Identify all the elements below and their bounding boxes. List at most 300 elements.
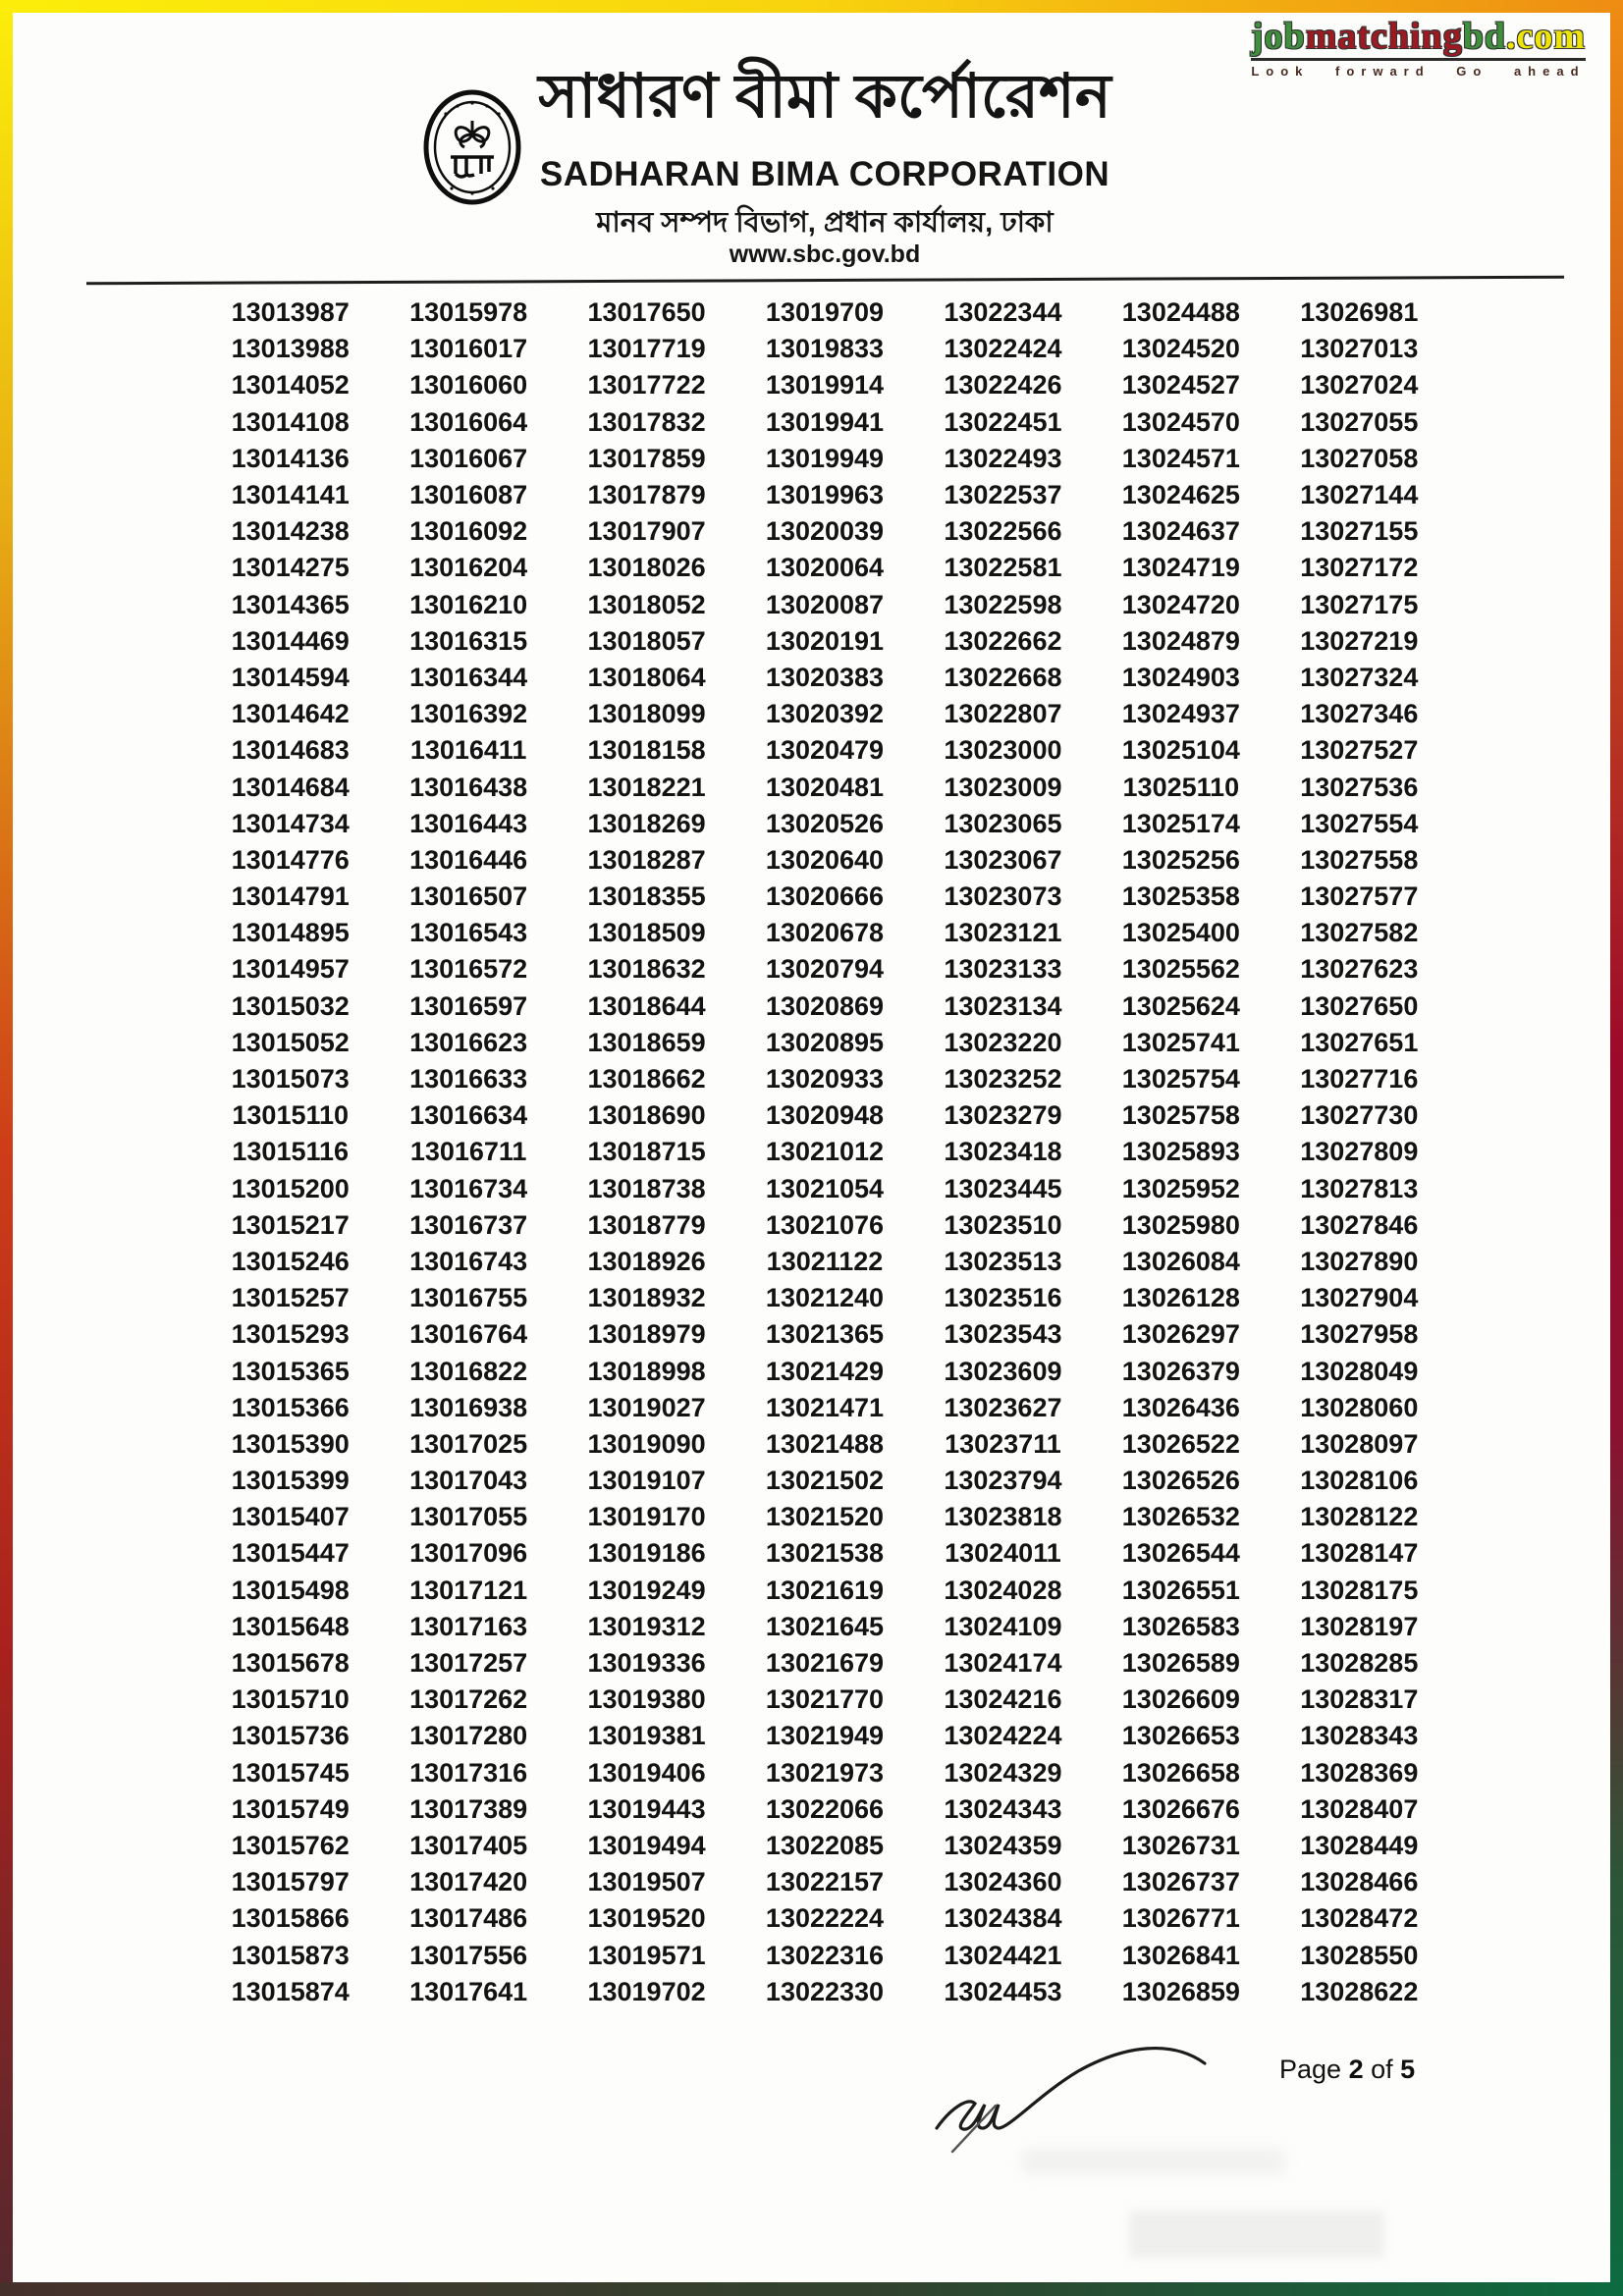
roll-number: 13015749 (231, 1793, 350, 1824)
roll-number: 13023073 (944, 881, 1062, 912)
roll-number: 13015366 (231, 1392, 350, 1422)
roll-number: 13015257 (231, 1283, 350, 1313)
roll-number: 13015762 (231, 1830, 350, 1860)
roll-number: 13015678 (231, 1648, 350, 1679)
roll-number: 13020392 (765, 699, 885, 729)
roll-number: 13024360 (944, 1867, 1062, 1897)
roll-number: 13022157 (765, 1867, 885, 1897)
roll-number: 13021488 (765, 1428, 885, 1459)
roll-number: 13017257 (409, 1648, 528, 1679)
roll-number: 13023609 (944, 1356, 1062, 1386)
roll-number: 13027558 (1300, 844, 1419, 875)
page-number-label (1279, 2055, 1415, 2085)
roll-number: 13027890 (1300, 1246, 1419, 1276)
roll-number: 13026981 (1300, 297, 1419, 328)
roll-number: 13020087 (765, 589, 885, 619)
roll-number: 13015874 (231, 1976, 350, 2006)
roll-number: 13017280 (409, 1721, 528, 1751)
roll-number: 13027554 (1300, 808, 1419, 838)
roll-number: 13022581 (944, 553, 1062, 583)
roll-number: 13022344 (944, 297, 1062, 328)
roll-number: 13017907 (587, 516, 706, 547)
roll-number: 13015390 (231, 1428, 350, 1459)
roll-number: 13027346 (1300, 699, 1419, 729)
site-watermark-wordmark (1251, 18, 1586, 61)
roll-number: 13018659 (587, 1027, 706, 1057)
roll-number: 13015246 (231, 1246, 350, 1276)
roll-number: 13023065 (944, 808, 1062, 838)
roll-number: 13024637 (1121, 516, 1240, 547)
roll-number: 13024903 (1121, 662, 1240, 692)
roll-number: 13026859 (1121, 1976, 1240, 2006)
roll-number: 13016633 (409, 1064, 528, 1095)
roll-number: 13026084 (1121, 1246, 1240, 1276)
roll-number: 13019090 (587, 1428, 706, 1459)
roll-number: 13019507 (587, 1867, 706, 1897)
roll-number: 13027730 (1300, 1100, 1419, 1131)
roll-number: 13024453 (944, 1976, 1062, 2006)
roll-number: 13016755 (409, 1283, 528, 1313)
roll-number: 13015073 (231, 1064, 350, 1095)
roll-number: 13019186 (587, 1538, 706, 1569)
roll-number: 13017096 (409, 1538, 528, 1569)
roll-number: 13018715 (587, 1137, 706, 1167)
roll-number: 13026128 (1121, 1283, 1240, 1313)
roll-number: 13028049 (1300, 1356, 1419, 1386)
roll-number: 13015052 (231, 1027, 350, 1057)
roll-number: 13025256 (1121, 844, 1240, 875)
frame-border-right (1610, 0, 1623, 2296)
roll-number: 13025110 (1122, 772, 1240, 802)
roll-number: 13019443 (587, 1793, 706, 1824)
roll-number: 13020191 (765, 625, 885, 656)
roll-number: 13024421 (944, 1940, 1062, 1970)
roll-number: 13020666 (765, 881, 885, 912)
roll-number: 13018932 (587, 1283, 706, 1313)
site-watermark (1251, 18, 1586, 79)
roll-number: 13026522 (1121, 1428, 1240, 1459)
roll-number: 13024520 (1121, 334, 1240, 364)
roll-number: 13022424 (944, 334, 1062, 364)
roll-number: 13027650 (1300, 990, 1419, 1021)
roll-number: 13019312 (587, 1611, 706, 1641)
roll-number: 13014275 (231, 553, 350, 583)
roll-number: 13022662 (944, 625, 1062, 656)
roll-number: 13027536 (1300, 772, 1419, 802)
roll-number: 13021240 (765, 1283, 885, 1313)
roll-number: 13022807 (944, 699, 1062, 729)
roll-number: 13021619 (765, 1575, 885, 1605)
site-watermark-segment: .com (1505, 16, 1586, 57)
roll-number: 13020383 (765, 662, 885, 692)
roll-number: 13016507 (409, 881, 528, 912)
roll-number: 13015447 (231, 1538, 350, 1569)
roll-number: 13018979 (587, 1319, 706, 1350)
roll-number: 13026841 (1121, 1940, 1240, 1970)
roll-number: 13015648 (231, 1611, 350, 1641)
roll-number: 13028106 (1300, 1466, 1419, 1496)
roll-number: 13026737 (1121, 1867, 1240, 1897)
roll-number: 13017486 (409, 1903, 528, 1934)
roll-number: 13019833 (765, 334, 885, 364)
roll-number-table (201, 294, 1448, 2010)
roll-number: 13018052 (587, 589, 706, 619)
roll-number: 13022451 (944, 406, 1062, 437)
roll-number: 13020479 (765, 735, 885, 766)
roll-number: 13016344 (409, 662, 528, 692)
roll-number: 13024224 (944, 1721, 1062, 1751)
roll-number: 13026771 (1121, 1903, 1240, 1934)
roll-number: 13016743 (409, 1246, 528, 1276)
roll-number: 13019709 (765, 297, 885, 328)
roll-number: 13024174 (944, 1648, 1062, 1679)
roll-number: 13016438 (409, 772, 528, 802)
roll-number: 13017121 (409, 1575, 528, 1605)
roll-number: 13020481 (765, 772, 885, 802)
roll-number: 13019406 (587, 1757, 706, 1788)
roll-number: 13019494 (587, 1830, 706, 1860)
roll-number: 13016711 (409, 1137, 527, 1167)
roll-number: 13019914 (765, 370, 885, 400)
roll-number: 13023794 (944, 1466, 1062, 1496)
roll-number: 13017556 (409, 1940, 528, 1970)
roll-number: 13026544 (1121, 1538, 1240, 1569)
roll-number: 13015866 (231, 1903, 350, 1934)
roll-number: 13025562 (1121, 954, 1240, 985)
roll-number: 13015498 (231, 1575, 350, 1605)
roll-number: 13014469 (231, 625, 350, 656)
roll-number: 13026526 (1121, 1466, 1240, 1496)
roll-number: 13015736 (231, 1721, 350, 1751)
roll-number: 13024329 (944, 1757, 1062, 1788)
roll-number: 13027716 (1300, 1064, 1419, 1095)
roll-number: 13028175 (1300, 1575, 1419, 1605)
roll-number: 13021429 (765, 1356, 885, 1386)
roll-number: 13026589 (1121, 1648, 1240, 1679)
roll-number: 13018632 (587, 954, 706, 985)
roll-number: 13022085 (765, 1830, 885, 1860)
roll-number: 13014683 (231, 735, 350, 766)
roll-number: 13027958 (1300, 1319, 1419, 1350)
roll-number: 13020640 (765, 844, 885, 875)
org-name-bangla: সাধারণ বীমা কর্পোরেশন (538, 63, 1111, 131)
roll-number: 13021365 (765, 1319, 885, 1350)
roll-number: 13019963 (765, 480, 885, 510)
roll-number: 13014895 (231, 918, 350, 948)
roll-number: 13022426 (944, 370, 1062, 400)
roll-number: 13015399 (231, 1466, 350, 1496)
roll-number: 13027219 (1300, 625, 1419, 656)
roll-number: 13028622 (1300, 1976, 1419, 2006)
roll-number: 13023133 (944, 954, 1062, 985)
roll-number: 13024937 (1121, 699, 1240, 729)
signature-scribble (923, 2034, 1217, 2162)
roll-number: 13025741 (1121, 1027, 1240, 1057)
roll-number: 13021645 (765, 1611, 885, 1641)
roll-number: 13016064 (409, 406, 528, 437)
roll-number: 13024571 (1121, 443, 1240, 473)
roll-number: 13026653 (1121, 1721, 1240, 1751)
roll-number: 13023627 (944, 1392, 1062, 1422)
roll-number: 13023543 (944, 1319, 1062, 1350)
roll-number: 13017163 (409, 1611, 528, 1641)
roll-number: 13020895 (765, 1027, 885, 1057)
roll-number: 13015110 (232, 1100, 350, 1131)
roll-number: 13025754 (1121, 1064, 1240, 1095)
roll-number: 13015032 (231, 990, 350, 1021)
roll-number: 13023818 (944, 1502, 1062, 1532)
site-watermark-segment: matching (1305, 16, 1463, 57)
roll-number: 13020933 (765, 1064, 885, 1095)
roll-number: 13021122 (766, 1246, 884, 1276)
roll-number: 13028472 (1300, 1903, 1419, 1934)
roll-number: 13017832 (587, 406, 706, 437)
roll-number: 13027024 (1300, 370, 1419, 400)
roll-number: 13017722 (587, 370, 706, 400)
roll-number: 13022566 (944, 516, 1062, 547)
roll-number: 13014776 (231, 844, 350, 875)
roll-number: 13024720 (1121, 589, 1240, 619)
roll-number: 13013988 (231, 334, 350, 364)
roll-number: 13016572 (409, 954, 528, 985)
roll-number: 13027144 (1300, 480, 1419, 510)
roll-number: 13020948 (765, 1100, 885, 1131)
page-total: 5 (1400, 2055, 1416, 2084)
roll-number: 13015217 (231, 1209, 350, 1240)
roll-number: 13023418 (944, 1137, 1062, 1167)
roll-number: 13016092 (409, 516, 528, 547)
roll-number: 13017405 (409, 1830, 528, 1860)
roll-number: 13026676 (1121, 1793, 1240, 1824)
roll-number: 13016392 (409, 699, 528, 729)
roll-number: 13017650 (587, 297, 706, 328)
roll-number: 13027623 (1300, 954, 1419, 985)
roll-number: 13027809 (1300, 1137, 1419, 1167)
roll-number: 13024719 (1121, 553, 1240, 583)
roll-number: 13013987 (231, 297, 350, 328)
roll-number: 13028197 (1300, 1611, 1419, 1641)
roll-number: 13014684 (231, 772, 350, 802)
frame-border-bottom (0, 2282, 1623, 2296)
roll-number: 13015978 (409, 297, 528, 328)
roll-number: 13023134 (944, 990, 1062, 1021)
roll-number: 13024109 (944, 1611, 1062, 1641)
roll-number: 13024343 (944, 1793, 1062, 1824)
roll-number: 13024488 (1121, 297, 1240, 328)
roll-number: 13026731 (1121, 1830, 1240, 1860)
roll-number: 13019520 (587, 1903, 706, 1934)
roll-number: 13019107 (587, 1466, 706, 1496)
roll-number: 13026297 (1121, 1319, 1240, 1350)
roll-number: 13014365 (231, 589, 350, 619)
roll-number: 13017859 (587, 443, 706, 473)
roll-number: 13016060 (409, 370, 528, 400)
roll-number: 13025758 (1121, 1100, 1240, 1131)
roll-number: 13027582 (1300, 918, 1419, 948)
roll-number: 13020039 (765, 516, 885, 547)
roll-number: 13024879 (1121, 625, 1240, 656)
roll-number: 13023516 (944, 1283, 1062, 1313)
roll-number: 13020526 (765, 808, 885, 838)
roll-number: 13027013 (1300, 334, 1419, 364)
roll-number: 13021076 (765, 1209, 885, 1240)
roll-number: 13028407 (1300, 1793, 1419, 1824)
frame-border-top (0, 0, 1623, 13)
roll-number: 13023252 (944, 1064, 1062, 1095)
roll-number: 13026379 (1121, 1356, 1240, 1386)
roll-number: 13016764 (409, 1319, 528, 1350)
roll-number: 13014957 (231, 954, 350, 985)
roll-number: 13028147 (1300, 1538, 1419, 1569)
roll-number: 13021949 (765, 1721, 885, 1751)
roll-number: 13026583 (1121, 1611, 1240, 1641)
roll-number: 13025104 (1121, 735, 1240, 766)
roll-number: 13027527 (1300, 735, 1419, 766)
roll-number: 13018099 (587, 699, 706, 729)
roll-number: 13027324 (1300, 662, 1419, 692)
roll-number: 13027813 (1300, 1173, 1419, 1203)
roll-number: 13021520 (765, 1502, 885, 1532)
roll-number: 13021054 (765, 1173, 885, 1203)
roll-number: 13023513 (944, 1246, 1062, 1276)
site-watermark-tagline: Look forward Go ahead (1251, 64, 1586, 79)
roll-number: 13016822 (409, 1356, 528, 1386)
faint-scan-smudge (1129, 2211, 1384, 2258)
roll-number: 13016204 (409, 553, 528, 583)
page-current: 2 (1348, 2055, 1364, 2084)
roll-number: 13021502 (765, 1466, 885, 1496)
roll-number: 13024384 (944, 1903, 1062, 1934)
roll-number: 13027058 (1300, 443, 1419, 473)
roll-number: 13017043 (409, 1466, 528, 1496)
roll-number: 13018221 (587, 772, 706, 802)
roll-number: 13026532 (1121, 1502, 1240, 1532)
roll-number: 13015745 (231, 1757, 350, 1788)
roll-number: 13020869 (765, 990, 885, 1021)
roll-number: 13016411 (409, 735, 527, 766)
roll-number: 13015365 (231, 1356, 350, 1386)
roll-number: 13028550 (1300, 1940, 1419, 1970)
roll-number: 13024625 (1121, 480, 1240, 510)
roll-number: 13014594 (231, 662, 350, 692)
roll-number: 13021770 (765, 1684, 885, 1715)
roll-number: 13023445 (944, 1173, 1062, 1203)
roll-number: 13018644 (587, 990, 706, 1021)
roll-number: 13016543 (409, 918, 528, 948)
roll-number: 13018026 (587, 553, 706, 583)
roll-number: 13023510 (944, 1209, 1062, 1240)
roll-number: 13024527 (1121, 370, 1240, 400)
roll-number: 13015797 (231, 1867, 350, 1897)
roll-number: 13015407 (231, 1502, 350, 1532)
org-name-english: SADHARAN BIMA CORPORATION (539, 155, 1110, 193)
roll-number: 13024359 (944, 1830, 1062, 1860)
roll-number: 13020794 (765, 954, 885, 985)
roll-number: 13016210 (409, 589, 528, 619)
roll-number: 13016634 (409, 1100, 528, 1131)
roll-number: 13018998 (587, 1356, 706, 1386)
roll-number: 13022668 (944, 662, 1062, 692)
roll-number: 13018057 (587, 625, 706, 656)
roll-number: 13016067 (409, 443, 528, 473)
roll-number: 13015293 (231, 1319, 350, 1350)
roll-number: 13015710 (231, 1684, 350, 1715)
roll-number: 13025400 (1121, 918, 1240, 948)
roll-number: 13028343 (1300, 1721, 1419, 1751)
website-url: www.sbc.gov.bd (729, 240, 921, 268)
roll-number: 13022066 (765, 1793, 885, 1824)
roll-number: 13028060 (1300, 1392, 1419, 1422)
roll-number: 13014238 (231, 516, 350, 547)
roll-number: 13021471 (765, 1392, 885, 1422)
roll-number: 13014141 (231, 480, 350, 510)
roll-number: 13028317 (1300, 1684, 1419, 1715)
roll-number: 13018287 (587, 844, 706, 875)
roll-number: 13017262 (409, 1684, 528, 1715)
roll-number: 13024011 (945, 1538, 1061, 1569)
roll-number: 13017055 (409, 1502, 528, 1532)
roll-number: 13019949 (765, 443, 885, 473)
site-watermark-segment: bd (1462, 16, 1506, 57)
roll-number: 13024570 (1121, 406, 1240, 437)
roll-number: 13016737 (409, 1209, 528, 1240)
roll-number: 13015200 (231, 1173, 350, 1203)
header-divider (86, 276, 1564, 286)
roll-number: 13014136 (231, 443, 350, 473)
roll-number: 13016017 (409, 334, 528, 364)
roll-number: 13019170 (587, 1502, 706, 1532)
roll-number: 13023009 (944, 772, 1062, 802)
roll-number: 13017420 (409, 1867, 528, 1897)
roll-number: 13017879 (587, 480, 706, 510)
roll-number: 13026658 (1121, 1757, 1240, 1788)
roll-number: 13024216 (944, 1684, 1062, 1715)
roll-number: 13025893 (1121, 1137, 1240, 1167)
roll-number: 13018690 (587, 1100, 706, 1131)
roll-number: 13016734 (409, 1173, 528, 1203)
roll-number: 13027155 (1300, 516, 1419, 547)
frame-border-left (0, 0, 13, 2296)
roll-number: 13018269 (587, 808, 706, 838)
roll-number: 13019380 (587, 1684, 706, 1715)
roll-number: 13024028 (944, 1575, 1062, 1605)
roll-number: 13016623 (409, 1027, 528, 1057)
roll-number: 13025174 (1121, 808, 1240, 838)
roll-number: 13018926 (587, 1246, 706, 1276)
roll-number: 13028122 (1300, 1502, 1419, 1532)
roll-number: 13028285 (1300, 1648, 1419, 1679)
roll-number: 13022537 (944, 480, 1062, 510)
roll-number: 13019027 (587, 1392, 706, 1422)
roll-number: 13023711 (945, 1428, 1061, 1459)
roll-number: 13018738 (587, 1173, 706, 1203)
roll-number: 13015116 (232, 1137, 350, 1167)
roll-number: 13017641 (409, 1976, 528, 2006)
roll-number: 13023279 (944, 1100, 1062, 1131)
roll-number: 13028466 (1300, 1867, 1419, 1897)
roll-number: 13014791 (231, 881, 350, 912)
roll-number: 13019381 (587, 1721, 706, 1751)
roll-number: 13027175 (1300, 589, 1419, 619)
roll-number: 13028449 (1300, 1830, 1419, 1860)
roll-number: 13021538 (765, 1538, 885, 1569)
page-word: Page (1279, 2055, 1349, 2084)
roll-number: 13019571 (587, 1940, 706, 1970)
roll-number: 13022224 (765, 1903, 885, 1934)
roll-number: 13018158 (587, 735, 706, 766)
roll-number: 13021973 (765, 1757, 885, 1788)
roll-number: 13025624 (1121, 990, 1240, 1021)
